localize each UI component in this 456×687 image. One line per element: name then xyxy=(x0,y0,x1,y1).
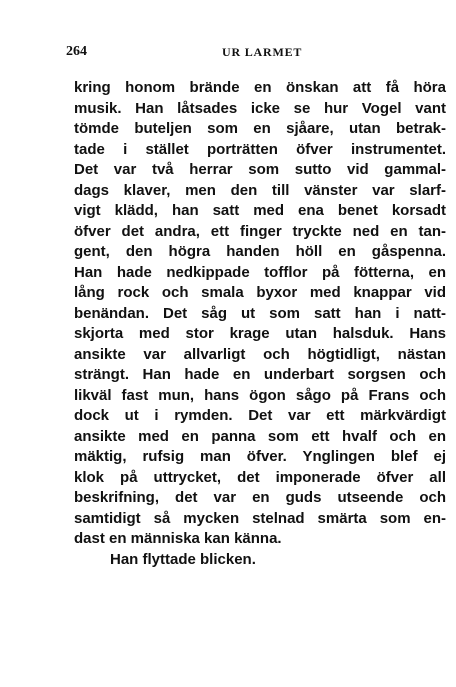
text-line: tömde buteljen som en sjåare, utan betrak- xyxy=(74,120,446,137)
text-line: klok på uttrycket, det imponerade öfver all xyxy=(74,468,446,486)
text-line: tade i stället porträtten öfver instrumentet. xyxy=(74,140,446,158)
text-line: vigt klädd, han satt med ena benet korsadt xyxy=(74,202,446,219)
text-line: gent, den högra handen höll en gåspenna. xyxy=(74,243,446,260)
page-number: 264 xyxy=(66,44,87,59)
text-line: Han flyttade blicken. xyxy=(110,550,256,568)
text-line: strängt. Han hade en underbart sorgsen och xyxy=(74,366,446,383)
text-line: musik. Han låtsades icke se hur Vogel vant xyxy=(74,99,446,117)
text-line: Han hade nedkippade tofflor på fötterna, en xyxy=(74,263,446,281)
text-line: Det var två herrar som sutto vid gammal- xyxy=(74,161,446,178)
text-line: kring honom brände en önskan att få höra xyxy=(74,79,446,96)
text-line: likväl fast mun, hans ögon sågo på Frans och xyxy=(74,386,446,404)
text-line: dock ut i rymden. Det var ett märkvärdigt xyxy=(74,407,446,424)
text-line: lång rock och smala byxor med knappar vid xyxy=(74,284,446,301)
text-line: benändan. Det såg ut som satt han i natt- xyxy=(74,304,446,322)
running-head xyxy=(66,44,396,64)
text-line: samtidigt så mycken stelnad smärta som en- xyxy=(74,509,446,527)
text-line: beskrifning, det var en guds utseende och xyxy=(74,489,446,506)
text-line: skjorta med stor krage utan halsduk. Hans xyxy=(74,325,446,342)
text-line: öfver det andra, ett finger tryckte ned en tan- xyxy=(74,222,446,240)
text-line: dast en människa kan känna. xyxy=(74,530,282,547)
text-line: mäktig, rufsig man öfver. Ynglingen blef ej xyxy=(74,448,446,465)
text-line: ansikte var allvarligt och högtidligt, nästan xyxy=(74,345,446,363)
text-line: dags klaver, men den till vänster var slarf- xyxy=(74,181,446,199)
text-line: ansikte med en panna som ett hvalf och en xyxy=(74,427,446,445)
running-title: UR LARMET xyxy=(222,45,303,59)
body-text xyxy=(74,78,446,570)
